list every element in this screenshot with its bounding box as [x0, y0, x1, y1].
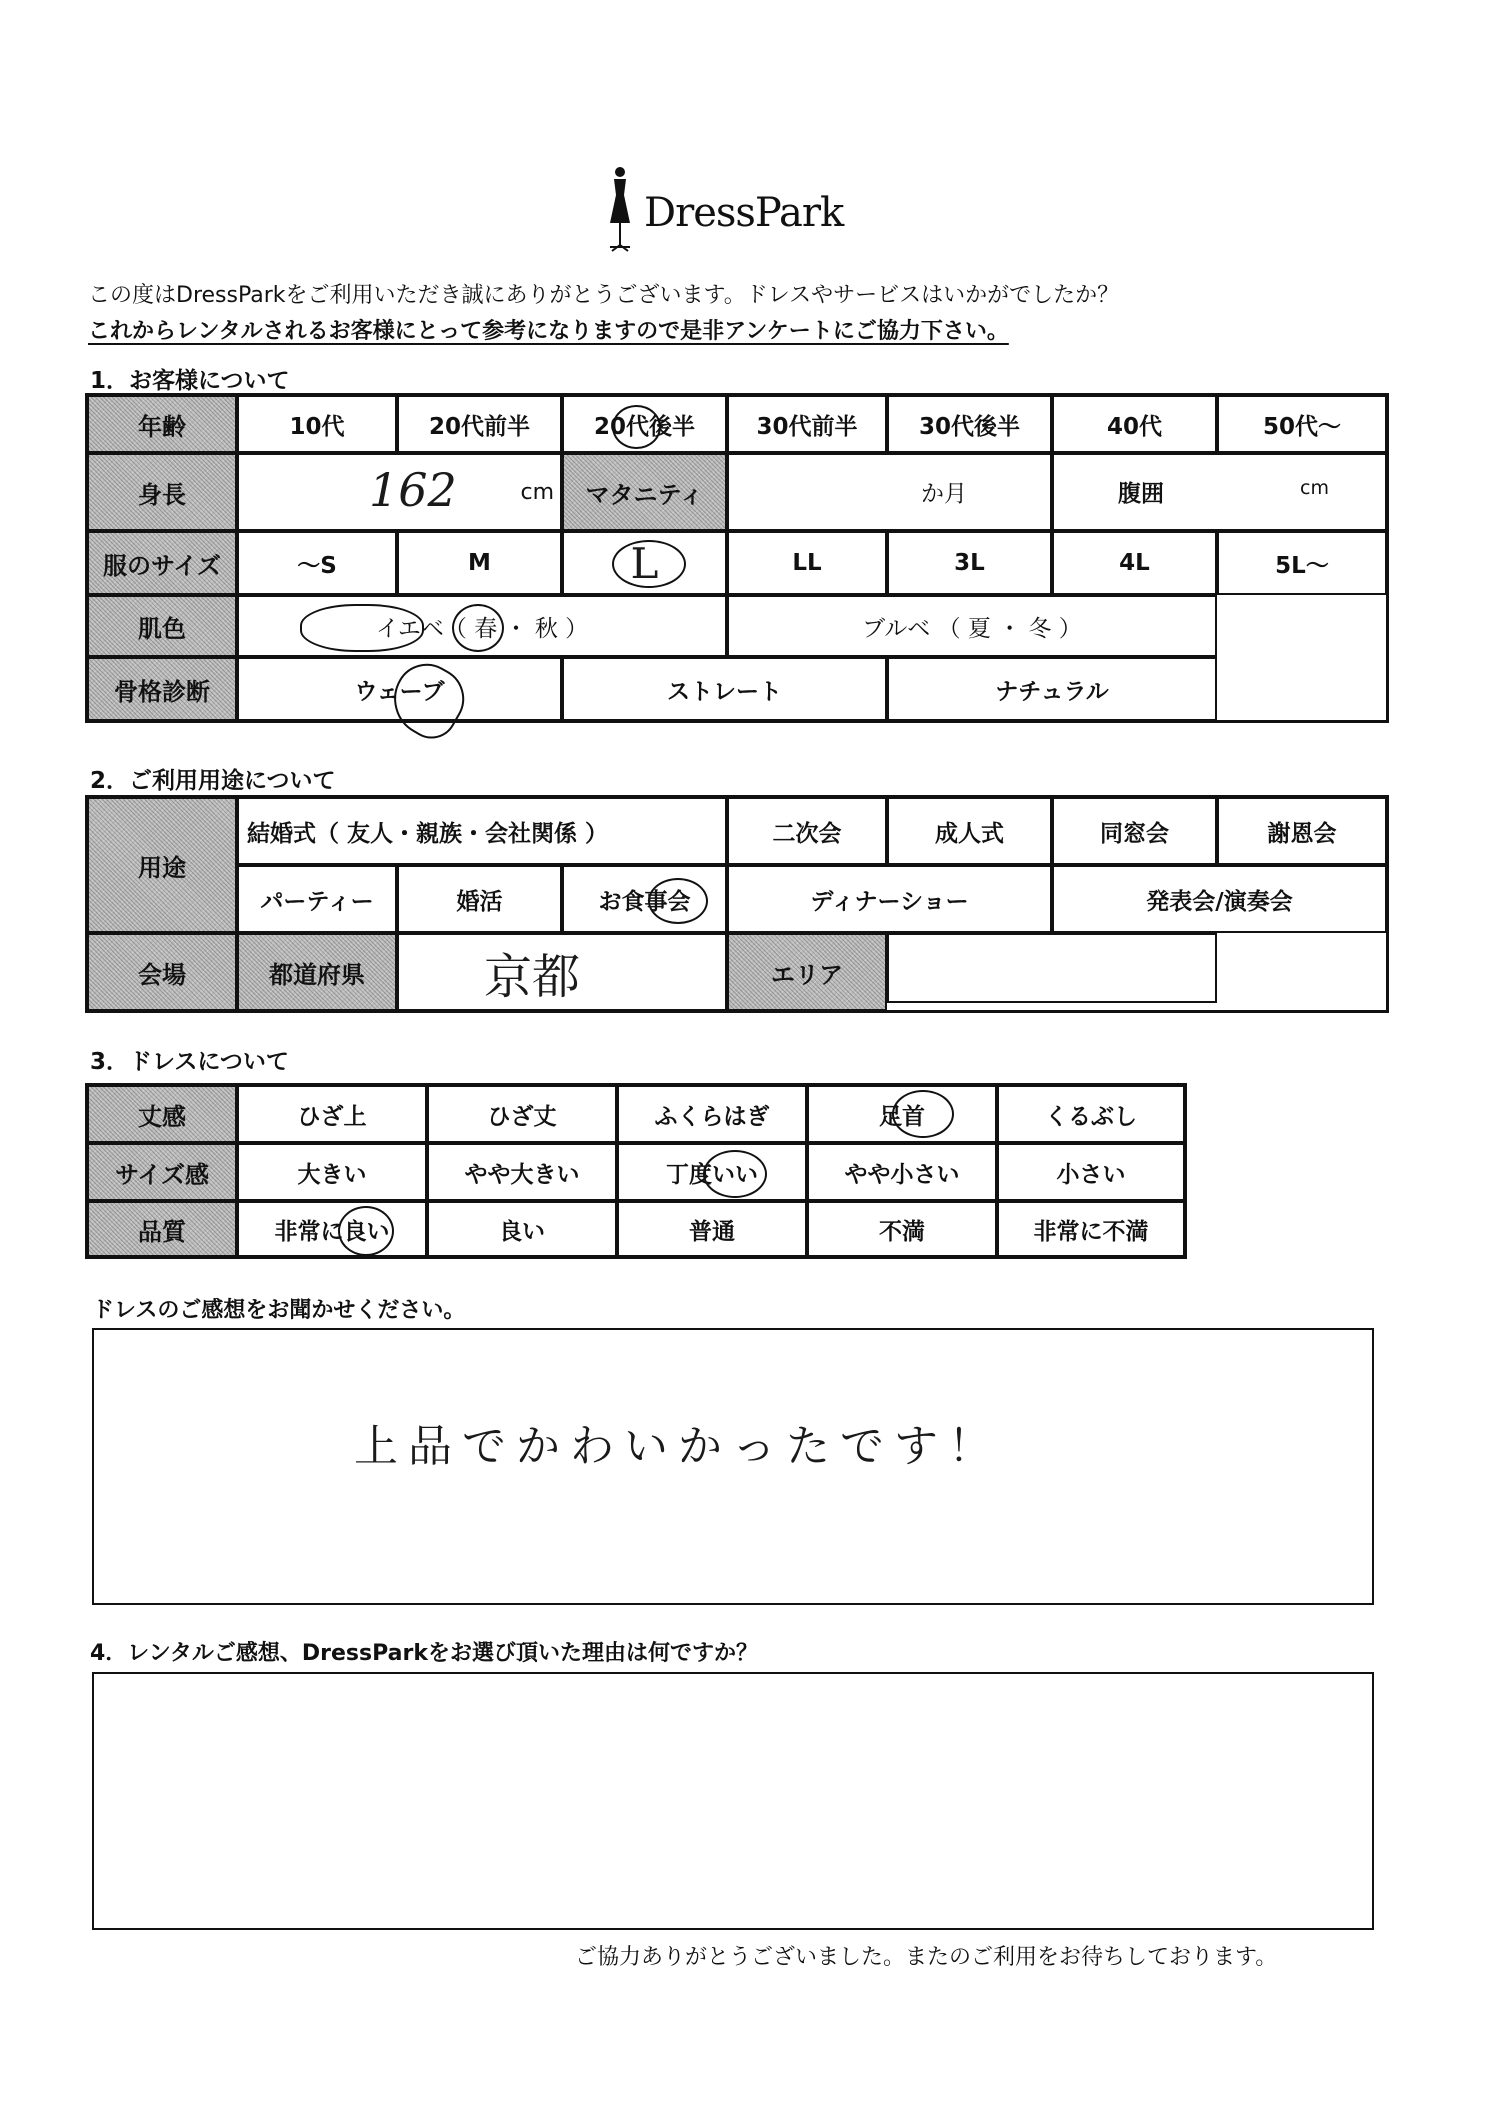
selection-circle	[338, 1206, 394, 1256]
age-option-selected[interactable]: 20代後半	[562, 395, 727, 453]
usage-option[interactable]: 二次会	[727, 797, 887, 865]
quality-option[interactable]: 非常に不満	[997, 1201, 1185, 1257]
usage-option[interactable]: 謝恩会	[1217, 797, 1387, 865]
size-option[interactable]: ～S	[237, 531, 397, 595]
fit-option[interactable]: 大きい	[237, 1143, 427, 1201]
size-option[interactable]: 3L	[887, 531, 1052, 595]
length-label: 丈感	[87, 1085, 237, 1143]
section4-title: 4．レンタルご感想、DressParkをお選び頂いた理由は何ですか？	[90, 1641, 758, 1666]
size-option[interactable]: 5L～	[1217, 531, 1387, 595]
size-option[interactable]: 4L	[1052, 531, 1217, 595]
maternity-field[interactable]	[727, 453, 1052, 531]
height-label: 身長	[87, 453, 237, 531]
usage-label: 用途	[87, 797, 237, 933]
length-option-selected[interactable]: 足首	[807, 1085, 997, 1143]
height-unit: cm	[520, 479, 554, 505]
usage-option[interactable]: 発表会/演奏会	[1052, 865, 1387, 933]
usage-option[interactable]: ディナーショー	[727, 865, 1052, 933]
fit-option-selected[interactable]: 丁度いい	[617, 1143, 807, 1201]
prefecture-field[interactable]	[397, 933, 727, 1011]
usage-option[interactable]: 成人式	[887, 797, 1052, 865]
waist-field[interactable]	[1052, 453, 1387, 531]
area-field[interactable]	[887, 933, 1217, 1003]
color-label: 肌色	[87, 595, 237, 657]
usage-option[interactable]: パーティー	[237, 865, 397, 933]
dress-form-icon	[600, 165, 640, 255]
area-label: エリア	[727, 933, 887, 1011]
impression-answer: 上品でかわいかったです！	[354, 1421, 1002, 1472]
selection-circle	[612, 540, 686, 588]
dresspark-logo	[600, 165, 900, 265]
quality-option[interactable]: 普通	[617, 1201, 807, 1257]
intro-request: これからレンタルされるお客様にとって参考になりますので是非アンケートにご協力下さい。	[88, 319, 1009, 344]
quality-option[interactable]: 良い	[427, 1201, 617, 1257]
venue-label: 会場	[87, 933, 237, 1011]
waist-label: 腹囲	[1118, 481, 1164, 507]
selection-circle	[703, 1150, 767, 1198]
skeleton-option[interactable]: ナチュラル	[887, 657, 1217, 721]
footer-thanks: ご協力ありがとうございました。またのご利用をお待ちしております。	[575, 1945, 1278, 1970]
quality-label: 品質	[87, 1201, 237, 1257]
impression-title: ドレスのご感想をお聞かせください。	[92, 1298, 466, 1323]
age-label: 年齢	[87, 395, 237, 453]
section1-title: 1．お客様について	[90, 368, 290, 394]
reason-answer	[94, 1674, 1372, 1714]
age-option[interactable]: 50代～	[1217, 395, 1387, 453]
reason-textbox[interactable]	[92, 1672, 1374, 1930]
age-option[interactable]: 20代前半	[397, 395, 562, 453]
quality-option-selected[interactable]: 非常に良い	[237, 1201, 427, 1257]
selection-circle	[452, 604, 504, 652]
selection-circle	[300, 604, 424, 652]
prefecture-label: 都道府県	[237, 933, 397, 1011]
usage-option-selected[interactable]: お食事会	[562, 865, 727, 933]
length-option[interactable]: ふくらはぎ	[617, 1085, 807, 1143]
size-option[interactable]: LL	[727, 531, 887, 595]
usage-option[interactable]: 婚活	[397, 865, 562, 933]
height-field[interactable]	[237, 453, 562, 531]
height-value: 162	[369, 463, 457, 517]
selection-circle	[892, 1090, 954, 1138]
usage-option[interactable]: 同窓会	[1052, 797, 1217, 865]
section3-title: 3．ドレスについて	[90, 1049, 289, 1075]
quality-option[interactable]: 不満	[807, 1201, 997, 1257]
age-option[interactable]: 30代後半	[887, 395, 1052, 453]
size-option[interactable]: M	[397, 531, 562, 595]
length-option[interactable]: ひざ丈	[427, 1085, 617, 1143]
logo-wordmark: DressPark	[644, 190, 844, 236]
size-handwritten-mark: L	[630, 538, 659, 588]
color-yellow-option[interactable]: イエベ（ 春 ・ 秋 ）	[237, 595, 727, 657]
length-option[interactable]: ひざ上	[237, 1085, 427, 1143]
color-blue-option[interactable]: ブルベ （ 夏 ・ 冬 ）	[727, 595, 1217, 657]
waist-unit: cm	[1300, 477, 1329, 499]
maternity-unit: か月	[921, 481, 967, 507]
maternity-label: マタニティ	[562, 453, 727, 531]
fit-label: サイズ感	[87, 1143, 237, 1201]
fit-option[interactable]: 小さい	[997, 1143, 1185, 1201]
length-option[interactable]: くるぶし	[997, 1085, 1185, 1143]
prefecture-value: 京都	[483, 948, 580, 1005]
fit-option[interactable]: やや大きい	[427, 1143, 617, 1201]
age-option[interactable]: 30代前半	[727, 395, 887, 453]
skeleton-option-selected[interactable]: ウェーブ	[237, 657, 562, 721]
size-label: 服のサイズ	[87, 531, 237, 595]
section2-title: 2．ご利用用途について	[90, 768, 336, 794]
impression-textbox[interactable]	[92, 1328, 1374, 1605]
usage-option[interactable]: 結婚式（ 友人・親族・会社関係 ）	[237, 797, 727, 865]
selection-circle	[648, 878, 708, 924]
selection-circle	[612, 405, 661, 449]
intro-greeting: この度はDressParkをご利用いただき誠にありがとうございます。ドレスやサービスはいかがでしたか？	[88, 283, 1120, 308]
fit-option[interactable]: やや小さい	[807, 1143, 997, 1201]
skeleton-label: 骨格診断	[87, 657, 237, 721]
age-option[interactable]: 10代	[237, 395, 397, 453]
age-option[interactable]: 40代	[1052, 395, 1217, 453]
skeleton-option[interactable]: ストレート	[562, 657, 887, 721]
